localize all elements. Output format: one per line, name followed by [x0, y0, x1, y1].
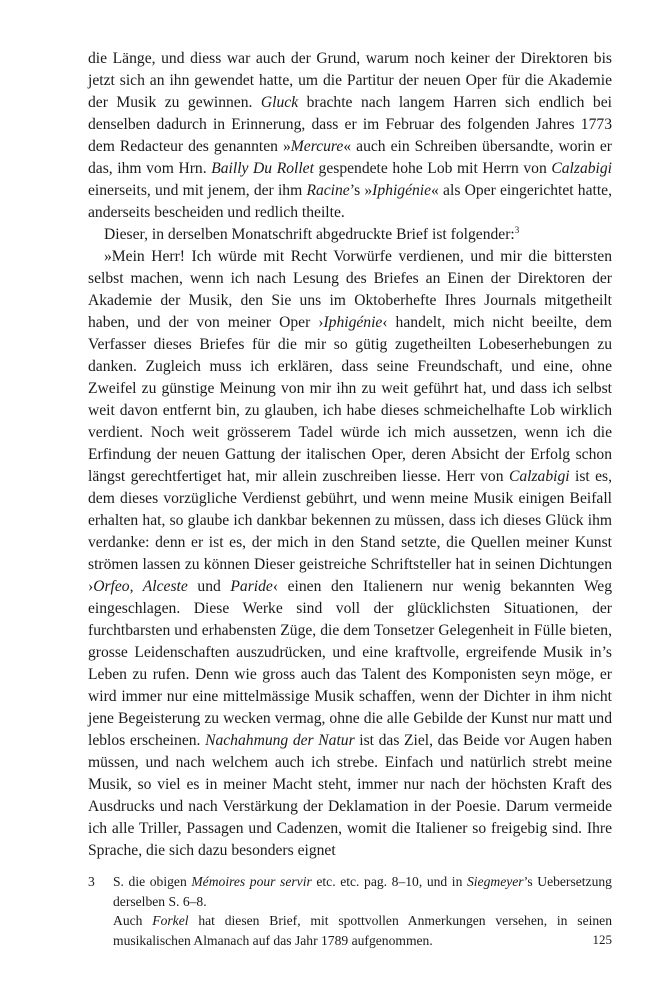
italic-text: Paride [230, 578, 273, 595]
italic-text: Mercure [290, 138, 344, 155]
paragraph: die Länge, und diess war auch der Grund, warum noch keiner der Direktoren bis jetzt sich an ihn gewendet hatte, um die Partitur der neuen Oper für die Akademie der Musik zu gewinnen. Gluck brachte nach langem Harren sich endlich bei denselben dadurch in Erinnerung, dass er im Februar des folgenden Jahres 1773 dem Redacteur des genannten »Mercure« auch ein Schreiben übersandte, worin er das, ihm vom Hrn. Bailly Du Rollet gespendete hohe Lob mit Herrn von Calzabigi einerseits, und mit jenem, der ihm Racine’s »Iphigénie« als Oper eingerichtet hatte, anderseits bescheiden und redlich theilte. [88, 50, 613, 221]
paragraph: »Mein Herr! Ich würde mit Recht Vorwürfe verdienen, und mir die bittersten selbst machen, wenn ich nach Lesung des Briefes an Einen der Direktoren der Akademie der Musik, den Sie uns im Oktoberhefte Ihres Journals mitgetheilt haben, und der von meiner Oper ›Iphigénie‹ handelt, mich nicht beeilte, dem Verfasser dieses Briefes für die mir so gütig zugetheilten Lobeserhebungen zu danken. Zugleich muss ich erklären, dass seine Freundschaft, und eine, ohne Zweifel zu günstige Meinung von mir ihn zu weit geführt hat, und dass ich selbst weit davon entfernt bin, zu glauben, ich habe dieses schmeichelhafte Lob wirklich verdient. Noch weit grösserem Tadel würde ich mich aussetzen, wenn ich die Erfindung der neuen Gattung der italischen Oper, deren Absicht der Erfolg schon längst gerechtfertiget hat, mir allein zuschreiben liesse. Herr von Calzabigi ist es, dem dieses vorzügliche Verdienst gebührt, und wenn meine Musik einigen Beifall erhalten hat, so glaube ich dankbar bekennen zu müssen, dass ich dieses Glück ihm verdanke: denn er ist es, der mich in den Stand setzte, die Quellen meiner Kunst strömen lassen zu können Dieser geistreiche Schriftsteller hat in seinen Dichtungen ›Orfeo, Alceste und Paride‹ einen den Italienern nur wenig bekannten Weg eingeschlagen. Diese Werke sind voll der glücklichsten Situationen, der furchtbarsten und erhabensten Züge, die dem Tonsetzer Gelegenheit in Fülle bieten, grosse Leidenschaften auszudrücken, und eine kraftvolle, ergreifende Musik in’s Leben zu rufen. Denn wie gross auch das Talent des Komponisten seyn möge, er wird immer nur eine mittelmässige Musik schaffen, wenn der Dichter in ihm nicht jene Begeisterung zu wecken vermag, ohne die alle Gebilde der Kunst nur matt und leblos erscheinen. Nachahmung der Natur ist das Ziel, das Beide vor Augen haben müssen, und nach welchem auch ich strebe. Einfach und natürlich strebt meine Musik, so viel es in meiner Macht steht, immer nur nach der höchsten Kraft des Ausdrucks und nach Verstärkung der Deklamation in der Poesie. Darum vermeide ich alle Triller, Passagen und Cadenzen, womit die Italiener so freigebig sind. Ihre Sprache, die sich dazu besonders eignet [88, 248, 613, 859]
footnote-line: S. die obigen Mémoires pour servir etc. etc. pag. 8–10, und in Siegmeyer’s Uebersetzung derselben S. 6–8. [113, 874, 612, 909]
footnote-number: 3 [88, 874, 95, 889]
footnote [88, 872, 612, 950]
italic-text: Iphigénie [372, 182, 432, 199]
italic-text: Bailly Du Rollet [211, 160, 314, 177]
page-number: 125 [592, 932, 612, 947]
footnote-reference: 3 [514, 225, 520, 235]
italic-text: Gluck [260, 94, 299, 111]
italic-text: Calzabigi [508, 468, 570, 485]
body-text [88, 48, 612, 862]
footnote-line: Auch Forkel hat diesen Brief, mit spottvollen Anmerkungen versehen, in seinen musikalischen Almanach auf das Jahr 1789 aufgenommen. [113, 913, 613, 948]
italic-text: Nachahmung der Natur [205, 732, 355, 749]
paragraph: Dieser, in derselben Monatschrift abgedruckte Brief ist folgender:$^3$ [104, 225, 520, 243]
footnote-area [88, 872, 612, 950]
italic-text: Mémoires pour servir [191, 874, 312, 889]
italic-text: Iphigénie [323, 314, 383, 331]
italic-text: Orfeo, Alceste [93, 578, 188, 595]
italic-text: Racine [306, 182, 350, 199]
italic-text: Calzabigi [551, 160, 613, 177]
page-content [88, 48, 612, 862]
italic-text: Siegmeyer [466, 874, 524, 889]
italic-text: Forkel [152, 913, 189, 928]
